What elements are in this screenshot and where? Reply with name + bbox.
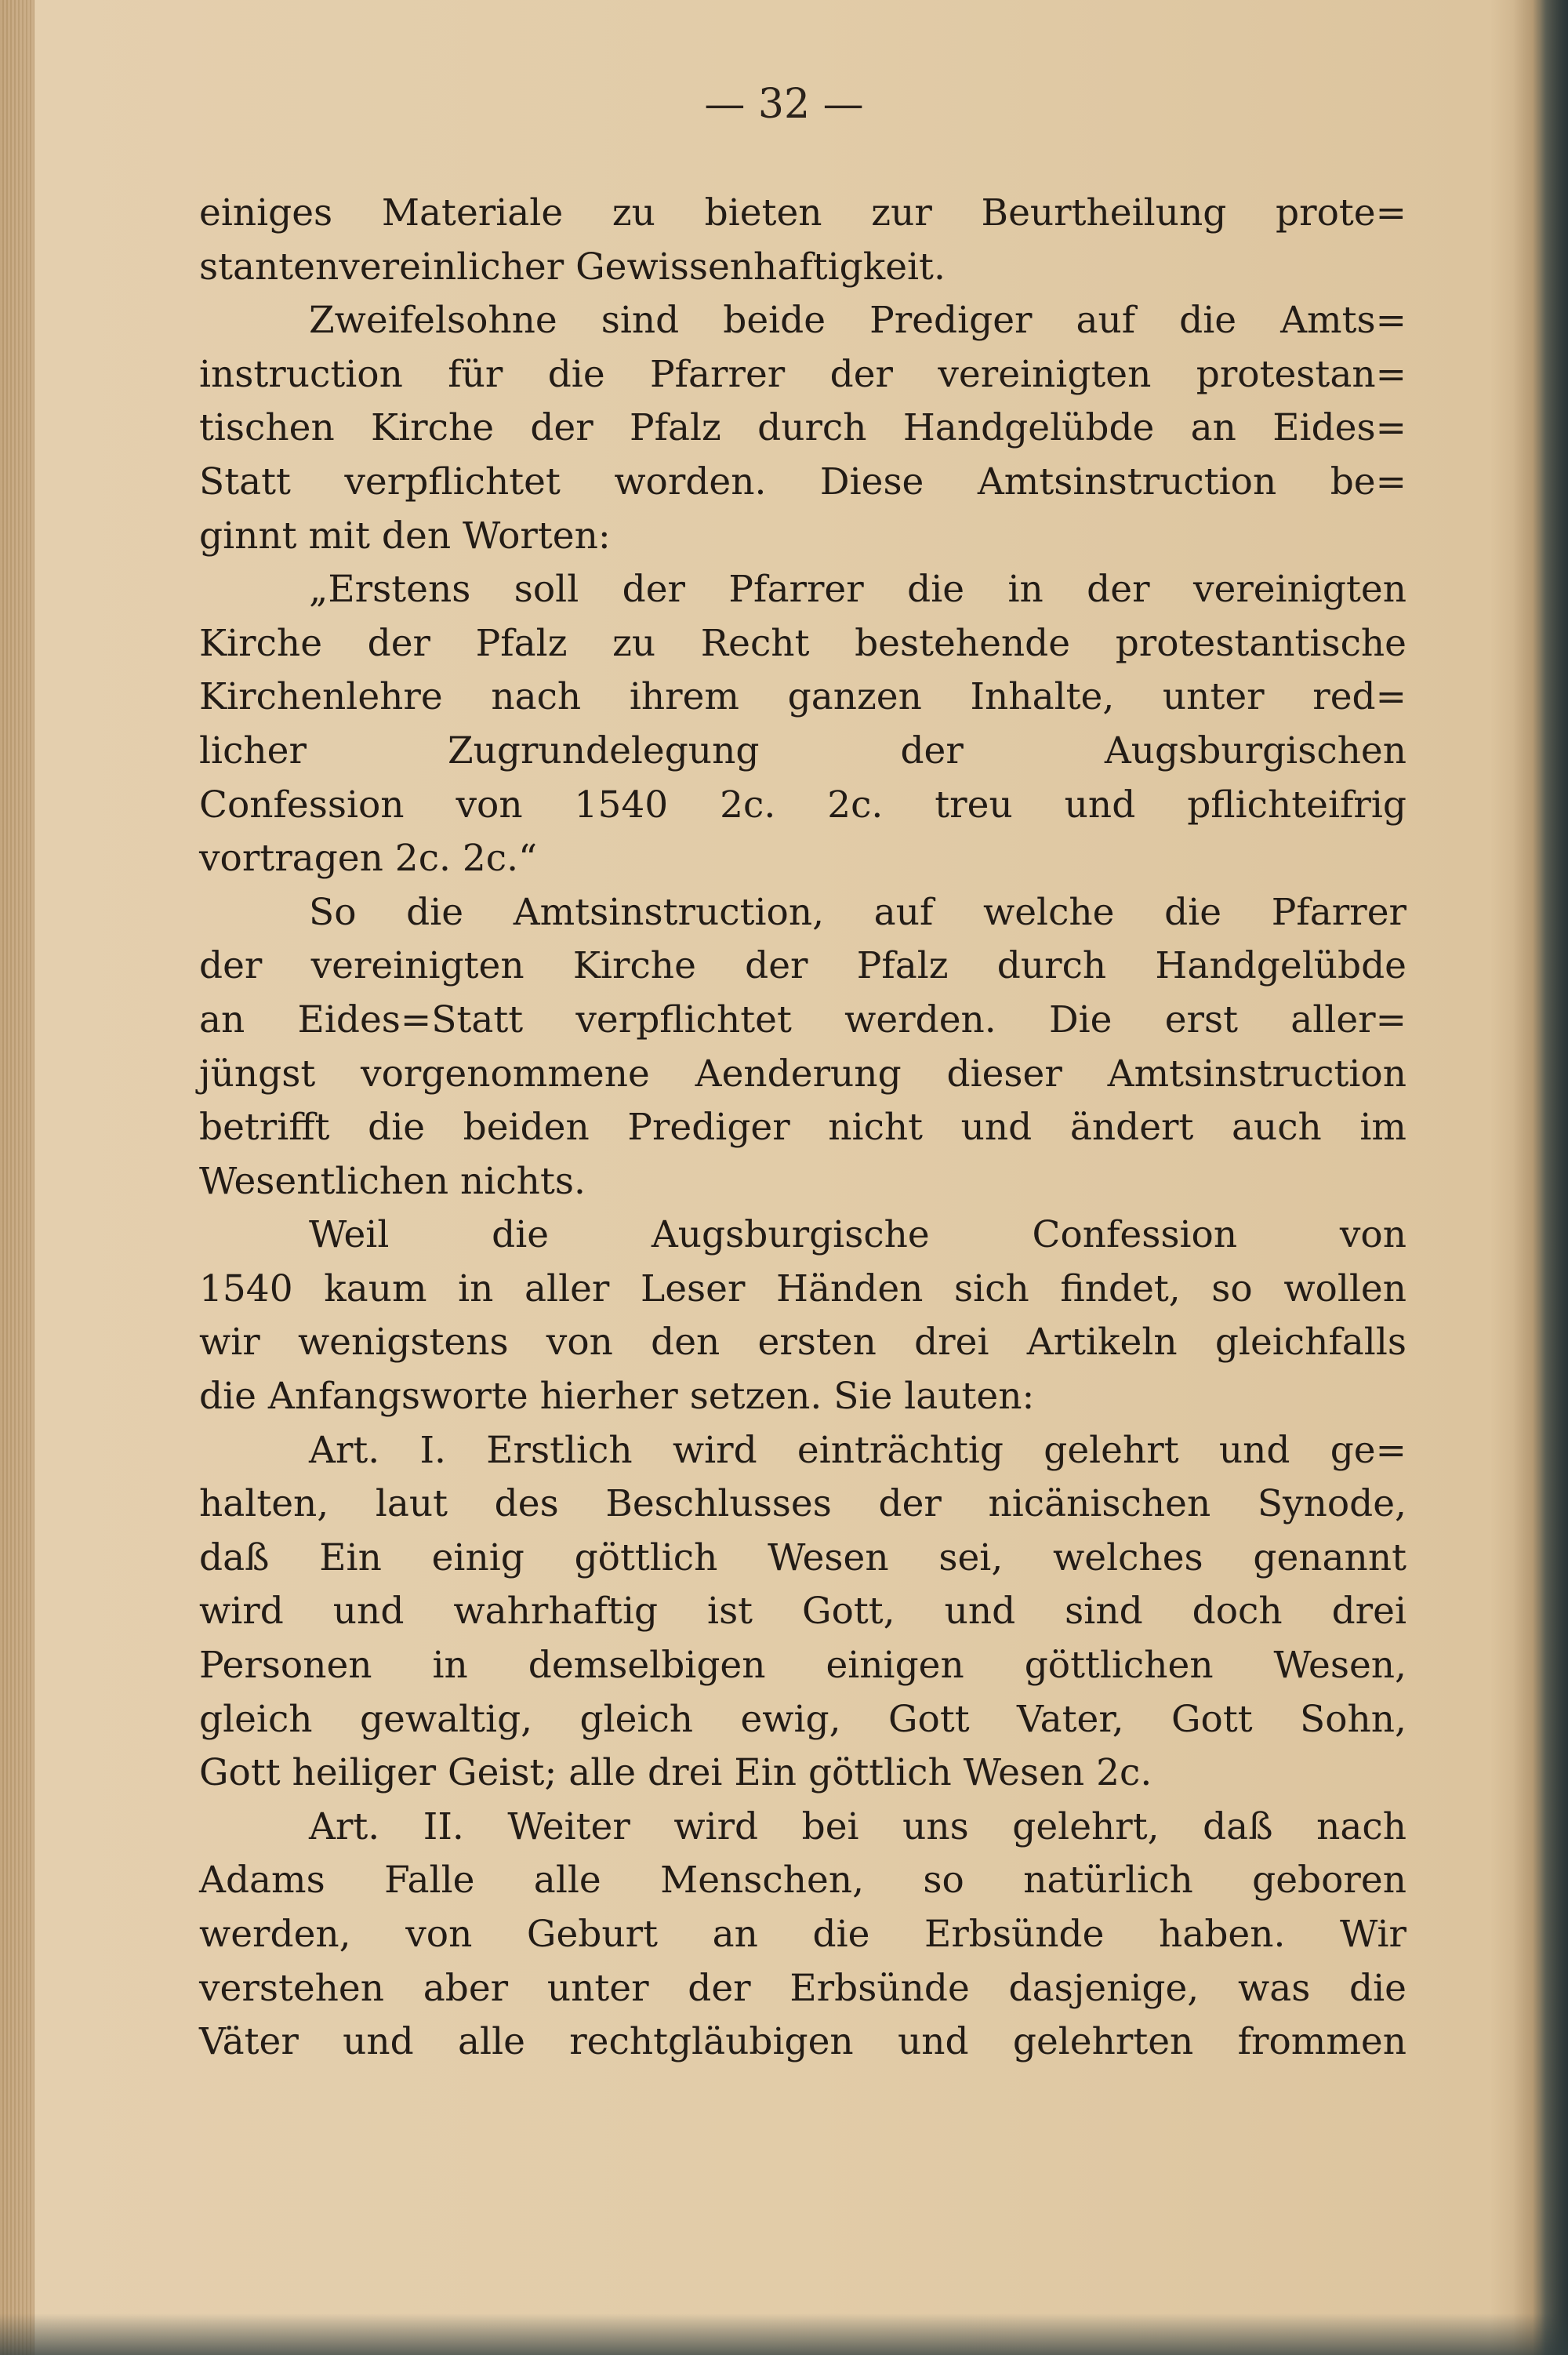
text-line: an Eides=Statt verpflichtet werden. Die erst aller= [199,998,1406,1041]
text-line: werden, von Geburt an die Erbsünde haben. Wir [199,1913,1406,1956]
text-line: tischen Kirche der Pfalz durch Handgelübde an Eides= [199,406,1406,450]
text-line: Statt verpflichtet worden. Diese Amtsinstruction be= [199,460,1406,503]
paragraph-7-article-2 [199,1801,1406,2070]
paragraph-2 [199,294,1406,563]
text-line: die Anfangsworte hierher setzen. Sie lauten: [199,1375,1035,1419]
text-line: ginnt mit den Worten: [199,514,611,558]
text-line: Art. I. Erstlich wird einträchtig gelehrt und ge= [309,1428,1406,1472]
text-line: Confession von 1540 2c. 2c. treu und pflichteifrig [199,783,1406,827]
text-line: licher Zugrundelegung der Augsburgischen [199,729,1406,772]
spine-shadow [1513,0,1568,2355]
text-line: stantenvereinlicher Gewissenhaftigkeit. [199,245,946,289]
text-line: verstehen aber unter der Erbsünde dasjenige, was die [199,1966,1406,2010]
text-line: instruction für die Pfarrer der vereinigten protestan= [199,352,1406,396]
text-line: Väter und alle rechtgläubigen und gelehrten frommen [199,2020,1406,2064]
text-line: „Erstens soll der Pfarrer die in der vereinigten [309,568,1406,612]
text-line: Personen in demselbigen einigen göttlichen Wesen, [199,1644,1406,1688]
paragraph-3-quote [199,563,1406,886]
page-number-header: — 32 — [704,81,864,128]
paragraph-1 [199,187,1406,294]
text-line: Gott heiliger Geist; alle drei Ein göttlich Wesen 2c. [199,1751,1152,1795]
text-line: Wesentlichen nichts. [199,1159,586,1203]
text-line: Art. II. Weiter wird bei uns gelehrt, daß nach [309,1804,1406,1848]
text-line: vortragen 2c. 2c.“ [199,837,538,881]
text-line: Kirchenlehre nach ihrem ganzen Inhalte, unter red= [199,675,1406,719]
text-line: betrifft die beiden Prediger nicht und ändert auch im [199,1106,1406,1150]
text-line: Zweifelsohne sind beide Prediger auf die Amts= [309,299,1406,343]
text-line: Weil die Augsburgische Confession von [309,1213,1406,1257]
text-line: daß Ein einig göttlich Wesen sei, welches genannt [199,1535,1406,1579]
paragraph-6-article-1 [199,1424,1406,1801]
text-line: So die Amtsinstruction, auf welche die Pfarrer [309,890,1406,934]
text-line: der vereinigten Kirche der Pfalz durch Handgelübde [199,944,1406,988]
text-line: wir wenigstens von den ersten drei Artikeln gleichfalls [199,1321,1406,1365]
text-line: jüngst vorgenommene Aenderung dieser Amtsinstruction [199,1052,1406,1096]
paragraph-4 [199,886,1406,1209]
text-line: gleich gewaltig, gleich ewig, Gott Vater, Gott Sohn, [199,1697,1406,1741]
body-text [199,187,1406,2070]
text-line: wird und wahrhaftig ist Gott, und sind doch drei [199,1590,1406,1634]
paragraph-5 [199,1208,1406,1423]
text-line: einiges Materiale zu bieten zur Beurtheilung prote= [199,191,1406,234]
text-line: Adams Falle alle Menschen, so natürlich geboren [199,1859,1406,1903]
text-line: Kirche der Pfalz zu Recht bestehende protestantische [199,621,1406,665]
page-edges [0,0,34,2355]
text-line: 1540 kaum in aller Leser Händen sich findet, so wollen [199,1267,1406,1310]
text-line: halten, laut des Beschlusses der nicänischen Synode, [199,1482,1406,1526]
bottom-edge [0,2313,1568,2355]
